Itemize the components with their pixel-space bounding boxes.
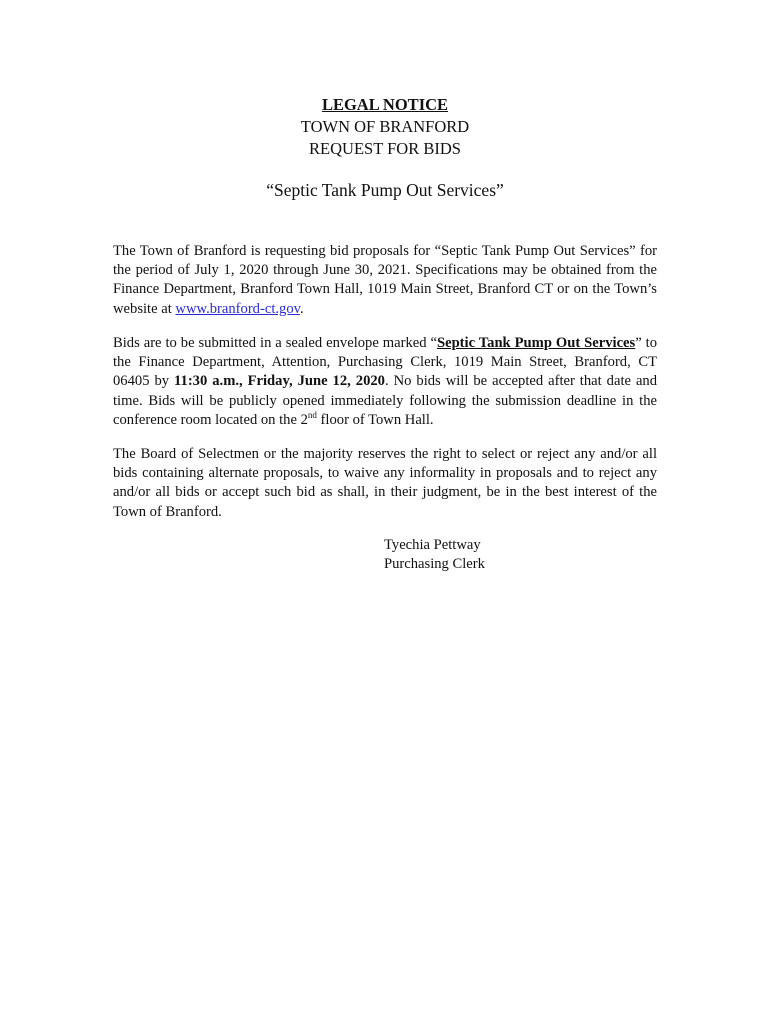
website-link[interactable]: www.branford-ct.gov [175, 300, 300, 317]
request-type: REQUEST FOR BIDS [309, 139, 461, 158]
paragraph-submission-text-a: Bids are to be submitted in a sealed envelope marked “ [113, 335, 437, 351]
envelope-marking: Septic Tank Pump Out Services [436, 335, 636, 351]
paragraph-submission-text-c: . No bids will be accepted after that date and time. Bids will be publicly opened immediately following the submission deadline in the conference room located on the 2 [113, 373, 658, 428]
project-title: “Septic Tank Pump Out Services” [266, 180, 504, 200]
signatory-name: Tyechia Pettway [384, 537, 481, 553]
notice-title: LEGAL NOTICE [321, 95, 449, 114]
ordinal-suffix: nd [307, 409, 317, 420]
paragraph-bid-request-text: The Town of Branford is requesting bid proposals for “Septic Tank Pump Out Services” for the period of July 1, 2020 through June 30, 2021. Specifications may be obtained from the Finance Department, Branford Town Hall, 1019 Main Street, Branford CT or on the Town’s website at [113, 243, 657, 317]
signatory-role: Purchasing Clerk [384, 556, 485, 573]
paragraph-submission-text-d: floor of Town Hall. [316, 411, 434, 428]
paragraph-submission-text-b: ” to the Finance Department, Attention, Purchasing Clerk, 1019 Main Street, Branford, CT 06405 by [113, 335, 657, 390]
signature-block [384, 536, 485, 574]
paragraph-bid-request [113, 242, 657, 319]
paragraph-submission [113, 334, 657, 430]
paragraph-bid-request-end: . [299, 300, 304, 317]
submission-deadline: 11:30 a.m., Friday, June 12, 2020 [174, 373, 385, 390]
town-name: TOWN OF BRANFORD [300, 117, 470, 136]
paragraph-rights-reserved: The Board of Selectmen or the majority reserves the right to select or reject any and/or all bids containing alternate proposals, to waive any informality in proposals and to reject any and/or all bids or accept such bid as shall, in their judgment, be in the best interest of the Town of Branford. [113, 446, 657, 520]
